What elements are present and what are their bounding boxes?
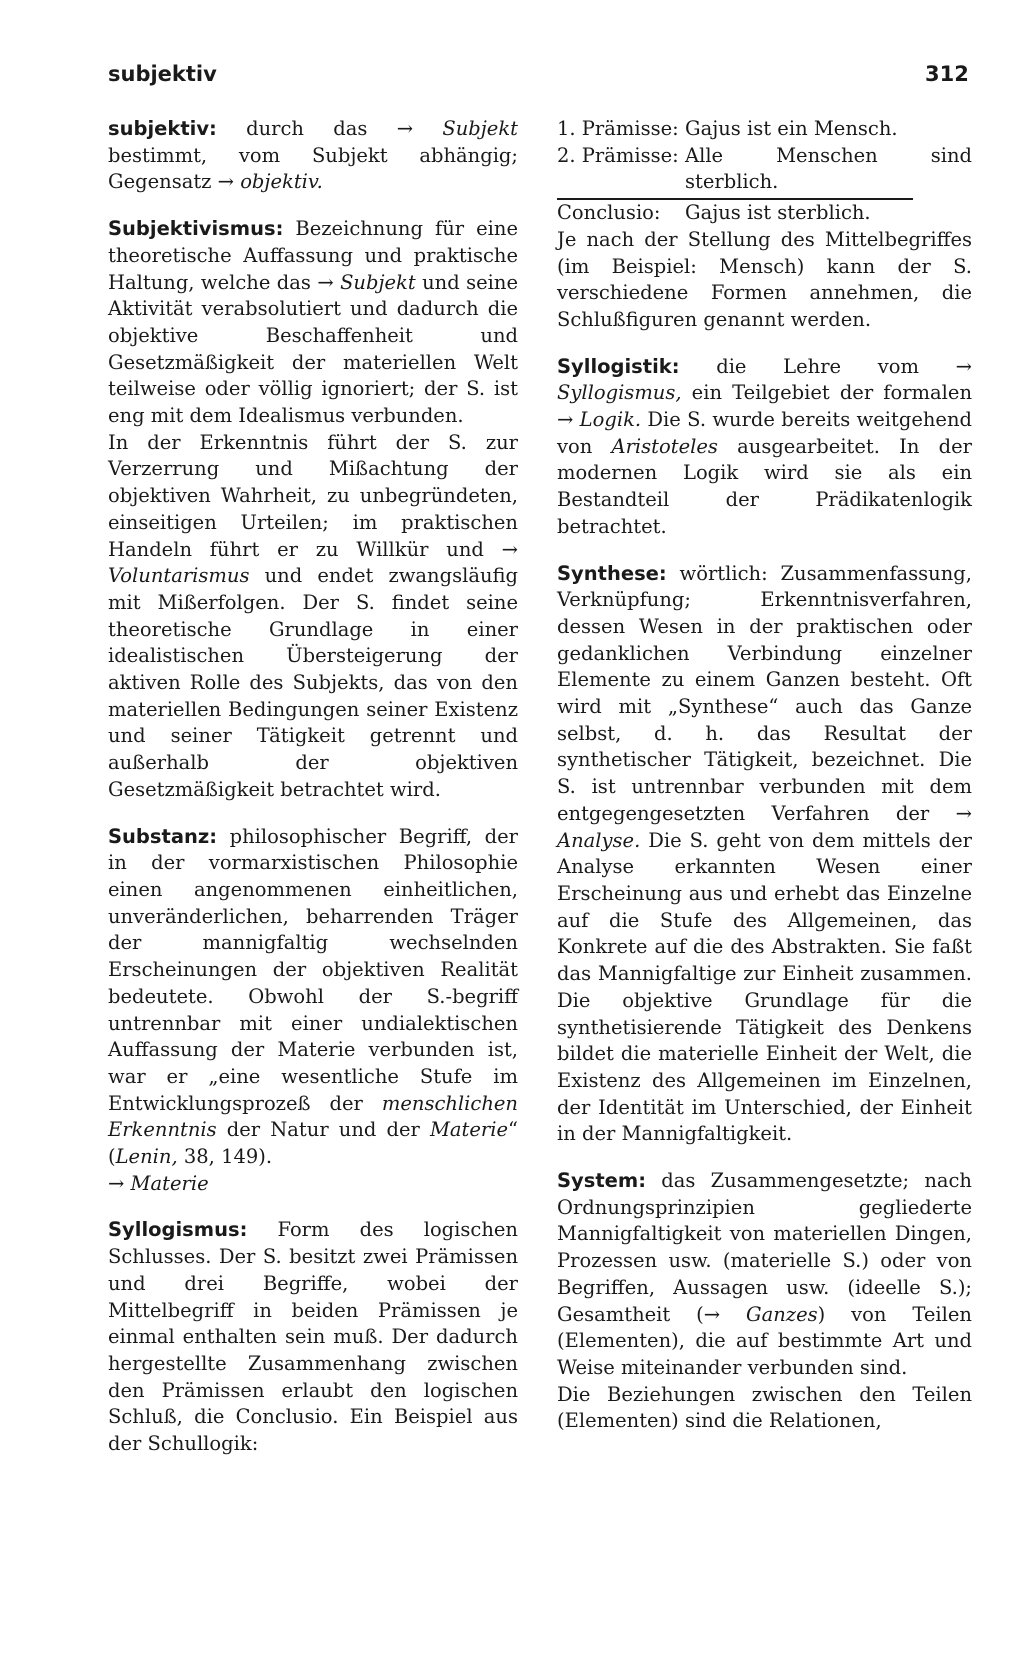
entry-text: und seine Aktivität verabsolutiert und dadurch die objektive Beschaffenheit und Gesetzmäßigkeit der materiellen Welt teilweise oder völlig ignoriert; der S. ist eng mit dem Idealismus verbunden. <box>108 270 518 428</box>
cross-reference-arrow-icon: → <box>317 270 334 294</box>
entry-term: subjektiv: <box>108 117 217 140</box>
conclusion-label: Conclusio: <box>557 201 661 225</box>
entry-text: “ ( <box>108 1118 518 1169</box>
entry-substanz <box>108 824 518 1198</box>
cross-reference-arrow-icon: → <box>501 537 518 561</box>
italic-phrase: menschlichen Erkenntnis <box>108 1091 518 1142</box>
entry-text: Form des logischen Schlusses. Der S. besitzt zwei Prämissen und drei Begriffe, wobei der Mittelbegriff in beiden Prämissen je einmal enthalten sein muß. Der dadurch hergestellte Zusammenhang zwischen den Prämissen erlaubt den logischen Schluß, die Conclusio. Ein Beispiel aus der Schullogik: <box>108 1218 518 1456</box>
cross-reference-arrow-icon: → <box>703 1302 721 1326</box>
cross-reference: objektiv. <box>240 170 323 194</box>
syllogism-example <box>557 116 972 334</box>
cross-reference: Ganzes <box>746 1302 818 1326</box>
entry-subjektiv <box>108 116 518 196</box>
entry-text: Bezeichnung für eine theoretische Auffassung und praktische Haltung, welche das <box>108 217 518 294</box>
entry-text: 38, 149). <box>177 1145 273 1169</box>
cross-reference-arrow-icon: → <box>955 354 972 378</box>
cross-reference: Voluntarismus <box>108 564 250 588</box>
cross-reference-arrow-icon: → <box>217 170 234 194</box>
premise-row <box>557 143 972 196</box>
premise-row <box>557 116 972 143</box>
page-number: 312 <box>925 62 969 86</box>
entry-syllogistik <box>557 354 972 541</box>
entry-term: System: <box>557 1169 647 1193</box>
entry-text: In der Erkenntnis führt der S. zur Verzerrung und Mißachtung der objektiven Wahrheit, zu unbegründeten, einseitigen Urteilen; im praktischen Handeln führt er zu Willkür und <box>108 430 518 561</box>
entry-text: ein Teilgebiet der formalen <box>681 381 972 405</box>
entry-text: der Natur und der <box>216 1118 430 1142</box>
cross-reference: Logik. <box>579 408 642 432</box>
entry-text: die Lehre vom <box>679 354 956 378</box>
entry-text: philosophischer Begriff, der in der vormarxistischen Philosophie einen angenommenen einheitlichen, unveränderlichen, beharrenden Träger der mannigfaltig wechselnden Erscheinungen der objektiven Realität bedeutete. Obwohl der S.-begriff untrennbar mit einer undialektischen Auffassung der Materie verbunden ist, war er „eine wesentliche Stufe im Entwicklungsprozeß der <box>108 824 518 1115</box>
premise-label: 1. Prämisse: <box>557 117 679 140</box>
entry-paragraph: Die Beziehungen zwischen den Teilen (Elementen) sind die Relationen, <box>557 1382 972 1433</box>
cross-reference: Analyse. <box>557 828 641 852</box>
entry-text: durch das <box>216 117 397 140</box>
left-column <box>108 116 518 1478</box>
cross-reference: Subjekt <box>340 270 416 294</box>
entry-paragraph <box>108 430 518 804</box>
entry-term: Syllogistik: <box>557 354 680 378</box>
cross-reference: Subjekt <box>442 117 518 140</box>
entry-text: und endet zwangsläufig mit Mißerfolgen. Der S. findet seine theoretische Grundlage in einer idealistischen Übersteigerung der aktiven Rolle des Subjekts, das von den materiellen Bedingungen seiner Existenz und seiner Tätigkeit getrennt und außerhalb der objektiven Gesetzmäßigkeit betrachtet wird. <box>108 564 518 801</box>
running-head: subjektiv <box>108 62 217 86</box>
cross-reference-arrow-icon: → <box>396 117 414 140</box>
italic-phrase: Lenin, <box>115 1145 178 1169</box>
entry-term: Substanz: <box>108 824 218 848</box>
entry-text: Die S. geht von dem mittels der Analyse erkannten Wesen einer Erscheinung aus und erhebt das Einzelne auf die Stufe des Allgemeinen, das Konkrete auf die des Abstrakten. Sie faßt das Mannigfaltige zur Einheit zusammen. Die objektive Grundlage für die synthetisierende Tätigkeit des Denkens bildet die materielle Einheit der Welt, die Existenz des Allgemeinen im Einzelnen, der Identität im Unterschied, der Einheit in der Mannigfaltigkeit. <box>557 828 972 1146</box>
cross-reference-arrow-icon: → <box>557 408 574 432</box>
italic-phrase: Materie <box>429 1118 509 1142</box>
premise-text: Alle Menschen sind sterblich. <box>685 143 972 194</box>
cross-reference: Materie <box>130 1171 209 1195</box>
entry-text: das Zusammengesetzte; nach Ordnungsprinzipien gegliederte Mannigfaltigkeit von materiellen Dingen, Prozessen usw. (materielle S.) oder von Begriffen, Aussagen usw. (ideelle S.); Gesamtheit ( <box>557 1169 972 1326</box>
cross-reference: Syllogismus, <box>557 381 682 405</box>
italic-phrase: Aristoteles <box>611 434 718 458</box>
entry-synthese <box>557 561 972 1148</box>
premise-label: 2. Prämisse: <box>557 143 679 167</box>
entry-system <box>557 1168 972 1435</box>
cross-reference-arrow-icon: → <box>955 801 972 825</box>
entry-paragraph <box>557 1168 972 1382</box>
entry-text: ausgearbeitet. In der modernen Logik wird sie als ein Bestandteil der Prädikatenlogik betrachtet. <box>557 434 972 538</box>
conclusion-row <box>557 200 972 227</box>
conclusion-text: Gajus ist sterblich. <box>685 201 871 225</box>
entry-text: ) von Teilen (Elementen), die auf bestimmte Art und Weise miteinander verbunden sind. <box>557 1302 972 1379</box>
example-note: Je nach der Stellung des Mittelbegriffes (im Beispiel: Mensch) kann der S. verschiedene Formen annehmen, die Schlußfiguren genannt werden. <box>557 227 972 331</box>
entry-text: Die S. wurde bereits weitgehend von <box>557 408 972 458</box>
premises-table <box>557 116 972 196</box>
entry-term: Synthese: <box>557 561 667 585</box>
entry-text: wörtlich: Zusammenfassung, Verknüpfung; Erkenntnisverfahren, dessen Wesen in der praktischen oder gedanklichen Verbindung einzelner Elemente zu einem Ganzen besteht. Oft wird mit „Synthese“ auch das Ganze selbst, d. h. das Resultat der synthetischer Tätigkeit, bezeichnet. Die S. ist untrennbar verbunden mit dem entgegengesetzten Verfahren der <box>557 561 972 825</box>
entry-text: bestimmt, vom Subjekt abhängig; Gegensatz <box>108 143 518 194</box>
entry-term: Syllogismus: <box>108 1218 248 1242</box>
premise-text: Gajus ist ein Mensch. <box>685 117 898 140</box>
cross-reference-arrow-icon: → <box>108 1171 125 1195</box>
entry-paragraph <box>108 216 518 430</box>
entry-syllogismus <box>108 1217 518 1457</box>
conclusion-table <box>557 200 972 227</box>
entry-subjektivismus <box>108 216 518 803</box>
entry-term: Subjektivismus: <box>108 217 284 241</box>
right-column <box>557 116 972 1455</box>
